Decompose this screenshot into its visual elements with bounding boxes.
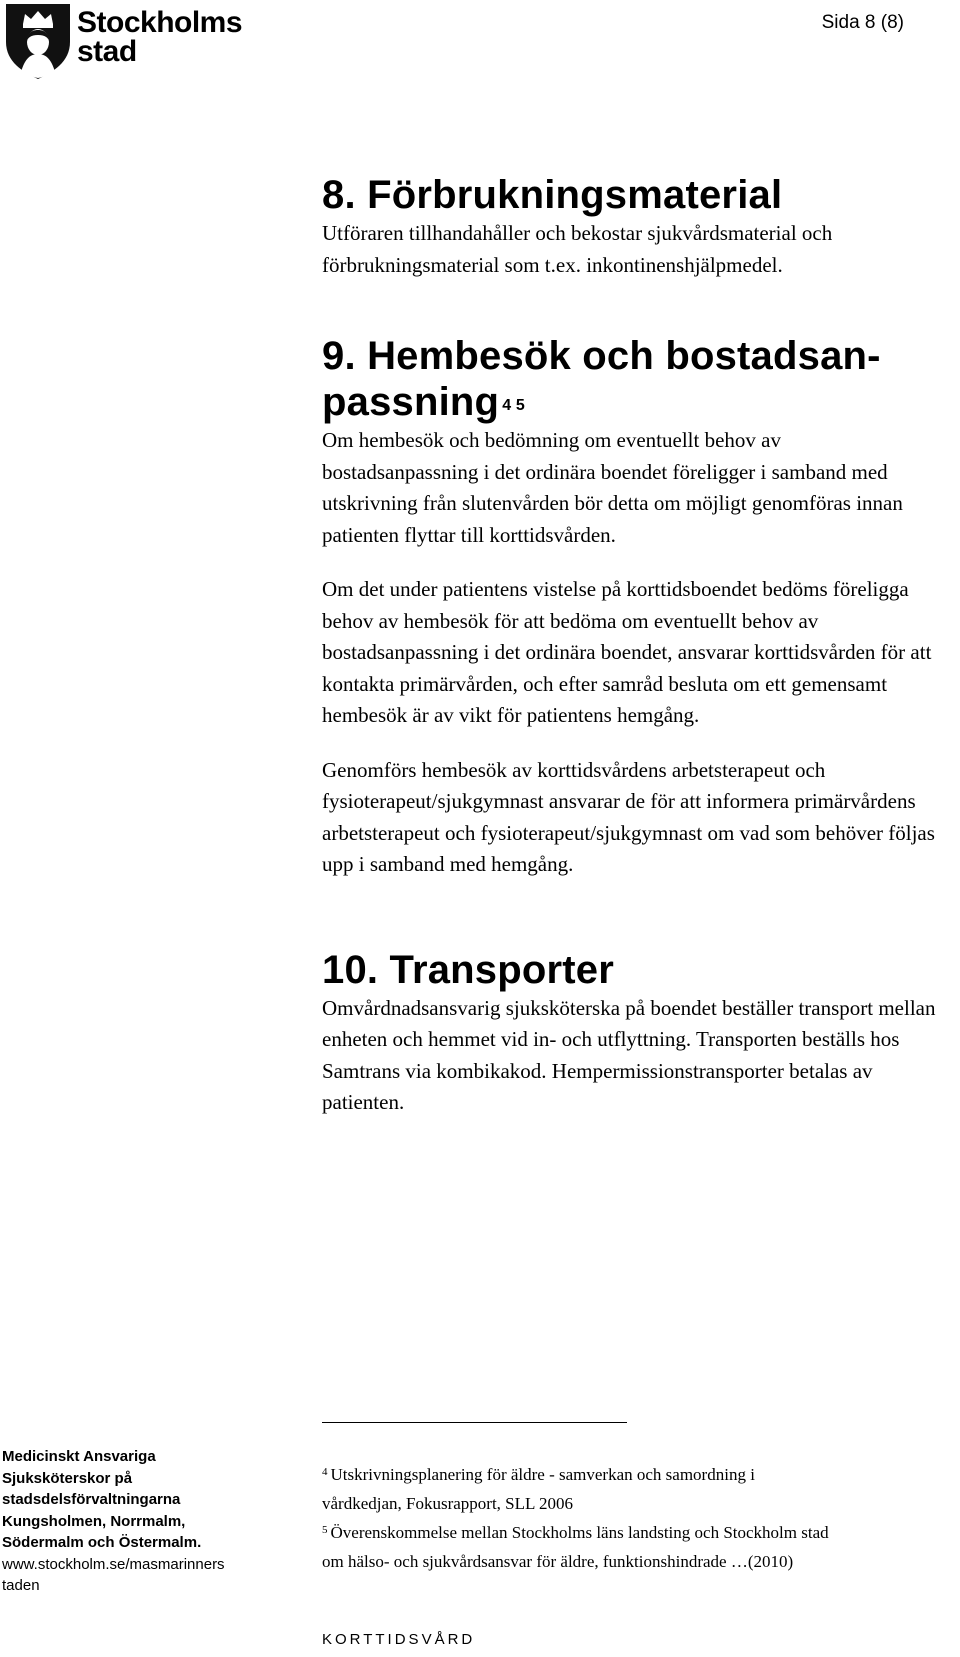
section-heading-9-line2: passning (322, 380, 500, 424)
logo-text-line1: Stockholms (77, 6, 243, 39)
sidebar-line: Medicinskt Ansvariga (2, 1448, 156, 1465)
logo-wordmark (77, 8, 242, 66)
section-10-paragraph-1: Omvårdnadsansvarig sjuksköterska på boendet beställer transport mellan enheten och hemmet vid in- och utflyttning. Transporten beställs hos Samtrans via kombikakod. Hempermissionstransporter betalas av patienten. (322, 995, 936, 1114)
section-heading-10: 10. Transporter (322, 947, 615, 992)
city-shield-icon (5, 2, 71, 80)
sidebar-line: Sjuksköterskor på (2, 1469, 133, 1487)
footnote-refs: 4 5 (502, 397, 526, 414)
section-heading-9 (322, 333, 942, 425)
main-content (322, 172, 942, 1119)
footnote-item (322, 1518, 960, 1547)
footnote-number: 5 (322, 1524, 328, 1536)
footnote-divider (322, 1422, 627, 1423)
page-number: Sida 8 (8) (821, 12, 904, 33)
footer-label: KORTTIDSVÅRD (322, 1631, 476, 1648)
stockholms-stad-logo (5, 2, 243, 82)
footnote-item (322, 1460, 960, 1489)
footnote-number: 4 (322, 1466, 328, 1478)
logo-text-line2: stad (77, 35, 137, 68)
footnote-text-cont: om hälso- och sjukvårdsansvar för äldre, funktionshindrade …(2010) (322, 1552, 794, 1571)
section-9-paragraph-3: Genomförs hembesök av korttidsvårdens arbetsterapeut och fysioterapeut/sjukgymnast ansvarar de för att informera primärvårdens arbetsterapeut och fysioterapeut/sjukgymnast om vad som behöver följas upp i samband med hemgång. (322, 757, 935, 876)
sidebar-line: Kungsholmen, Norrmalm, (2, 1512, 186, 1530)
sidebar-url-line2: taden (2, 1577, 40, 1594)
section-8-paragraph-1: Utföraren tillhandahåller och bekostar sjukvårdsmaterial och förbrukningsmaterial som t.ex. inkontinenshjälpmedel. (322, 221, 833, 277)
section-heading-9-line1: 9. Hembesök och bostadsan- (322, 334, 881, 378)
footnote-text: Utskrivningsplanering för äldre - samverkan och samordning i (330, 1465, 755, 1484)
sidebar-url-line1: www.stockholm.se/masmarinners (2, 1555, 225, 1573)
sidebar-line: stadsdelsförvaltningarna (2, 1491, 181, 1508)
footnotes (322, 1460, 960, 1576)
section-heading-8: 8. Förbrukningsmaterial (322, 173, 783, 217)
sidebar-contact (2, 1446, 272, 1597)
footnote-text: Överenskommelse mellan Stockholms läns landsting och Stockholm stad (330, 1523, 829, 1542)
section-9-paragraph-1: Om hembesök och bedömning om eventuellt behov av bostadsanpassning i det ordinära boendet föreligger i samband med utskrivning från slutenvården bör detta om möjligt genomföras innan patienten flyttar till korttidsvården. (322, 428, 903, 547)
section-9-paragraph-2: Om det under patientens vistelse på korttidsboendet bedöms föreligga behov av hembesök för att bedöma om eventuellt behov av bostadsanpassning i det ordinära boendet, ansvarar korttidsvården för att kontakta primärvården, och efter samråd besluta om ett gemensamt hembesök är av vikt för patientens hemgång. (322, 577, 932, 727)
footnote-text-cont: vårdkedjan, Fokusrapport, SLL 2006 (322, 1494, 574, 1513)
sidebar-line: Södermalm och Östermalm. (2, 1534, 202, 1551)
